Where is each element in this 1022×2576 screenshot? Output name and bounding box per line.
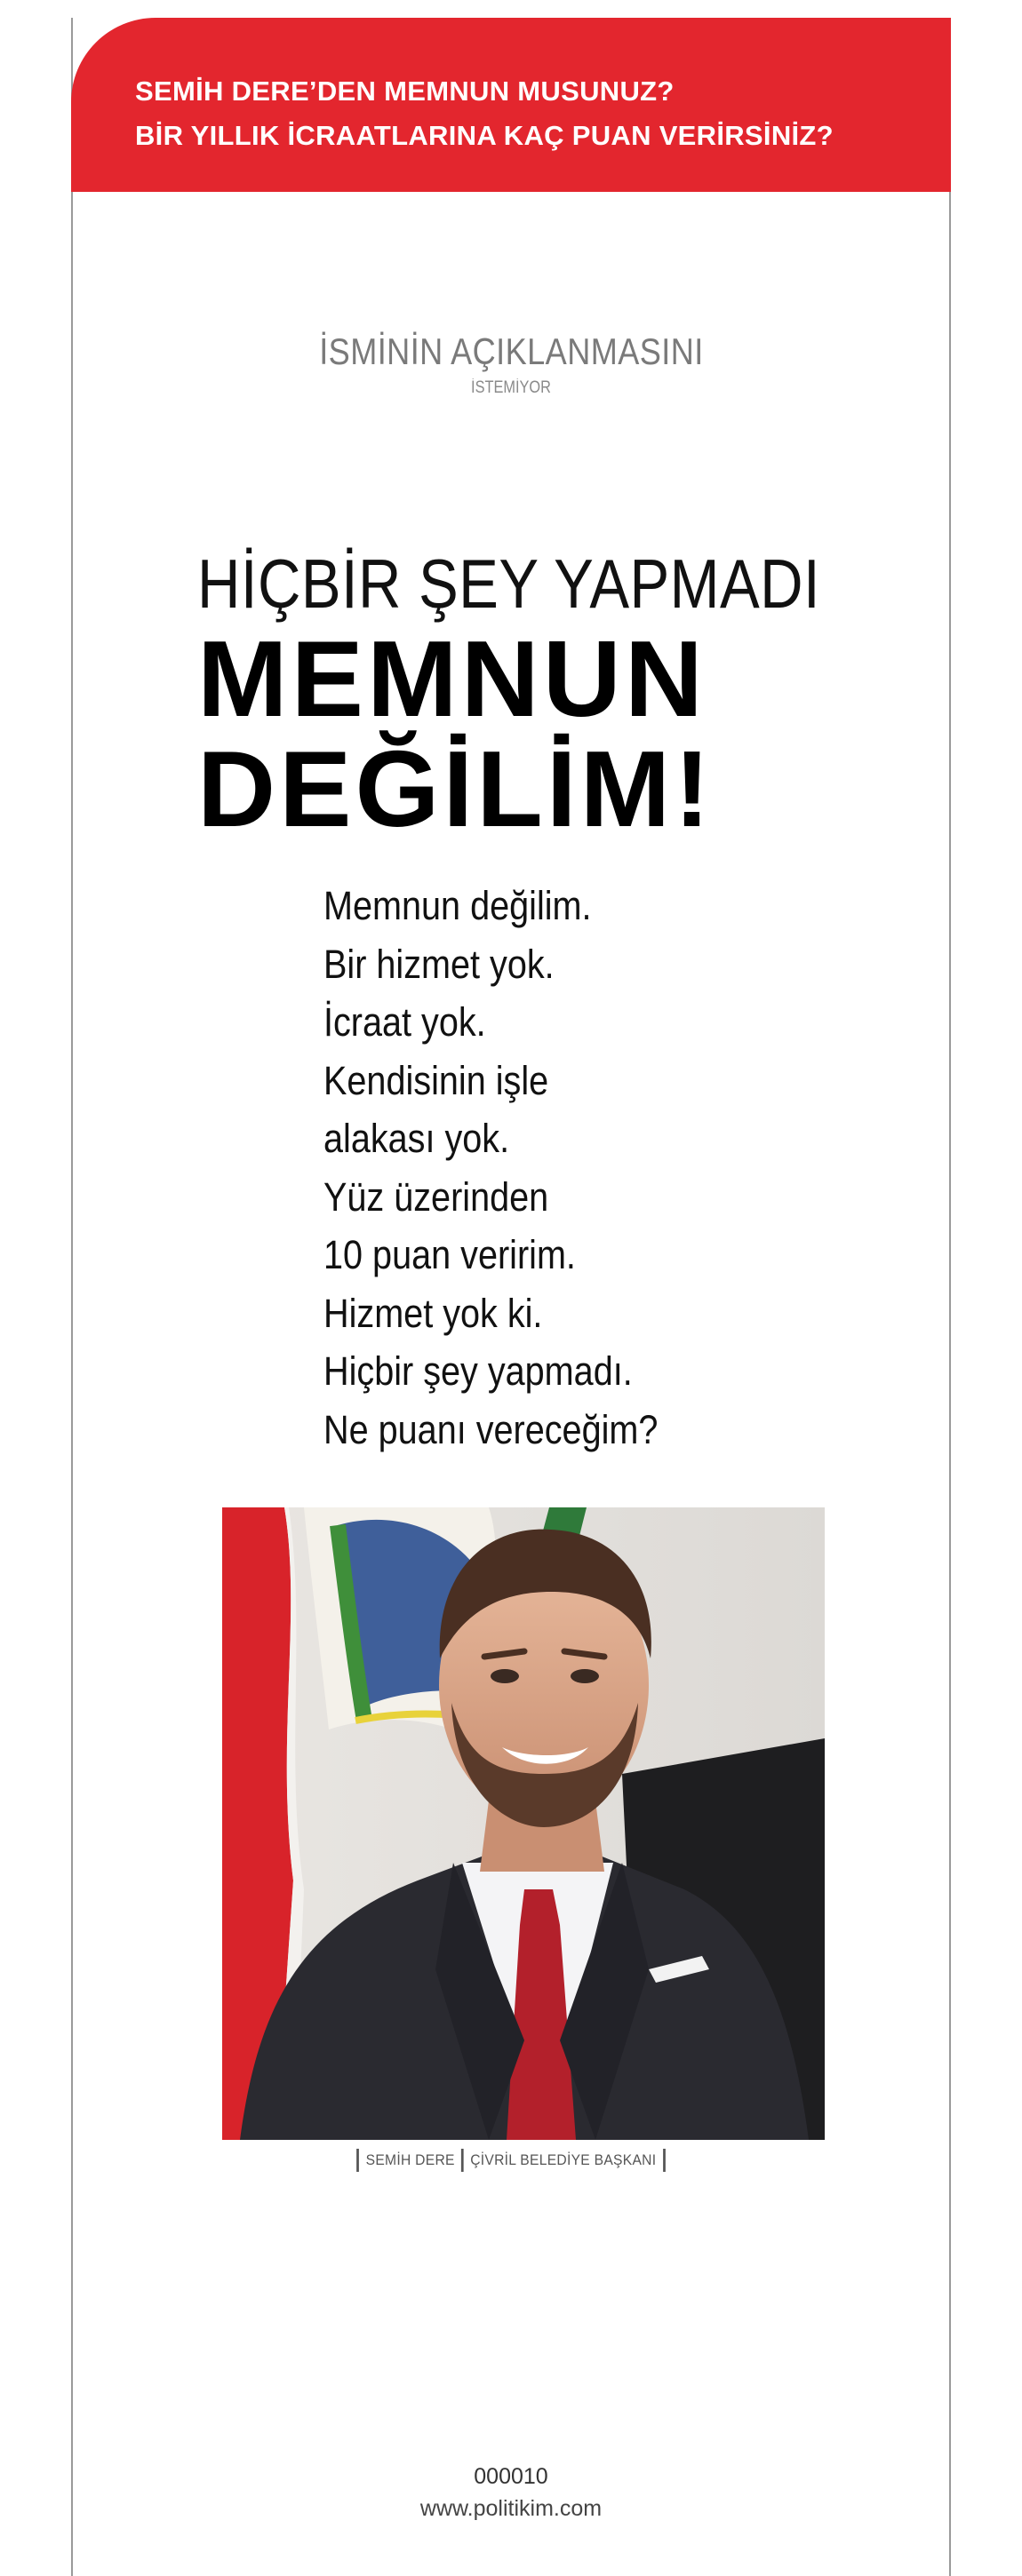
quote-line: Memnun değilim. bbox=[323, 883, 592, 928]
quote-line: Bir hizmet yok. bbox=[323, 941, 555, 987]
headline-main bbox=[197, 618, 714, 849]
header-question-1: SEMİH DERE’DEN MEMNUN MUSUNUZ? bbox=[135, 76, 675, 107]
header-question-2: BİR YILLIK İCRAATLARINA KAÇ PUAN VERİRSİNİZ? bbox=[135, 120, 834, 151]
footer bbox=[0, 2461, 1022, 2524]
quote-line: İcraat yok. bbox=[323, 999, 486, 1045]
portrait-illustration bbox=[222, 1507, 825, 2140]
headline-line-3: DEĞİLİM! bbox=[197, 728, 714, 849]
headline-line-1: HİÇBİR ŞEY YAPMADI bbox=[197, 545, 821, 623]
quote-text bbox=[323, 877, 857, 1459]
portrait-photo bbox=[222, 1507, 825, 2140]
source-block bbox=[0, 330, 1022, 398]
quote-line: 10 puan veririm. bbox=[323, 1232, 576, 1277]
caption-title: ÇİVRİL BELEDİYE BAŞKANI bbox=[470, 2151, 657, 2168]
photo-caption bbox=[41, 2149, 981, 2172]
quote-line: Kendisinin işle bbox=[323, 1057, 549, 1103]
quote-line: Hiçbir şey yapmadı. bbox=[323, 1348, 633, 1394]
source-name: İSMİNİN AÇIKLANMASINI bbox=[318, 330, 704, 372]
headline-line-2: MEMNUN bbox=[197, 618, 707, 739]
quote-line: Hizmet yok ki. bbox=[323, 1290, 543, 1336]
quote-line: alakası yok. bbox=[323, 1116, 510, 1161]
source-subtitle: İSTEMİYOR bbox=[471, 378, 551, 397]
quote-line: Ne puanı vereceğim? bbox=[323, 1406, 659, 1452]
header-banner bbox=[71, 18, 951, 192]
caption-name: SEMİH DERE bbox=[365, 2151, 455, 2168]
footer-code: 000010 bbox=[474, 2464, 548, 2489]
footer-url[interactable]: www.politikim.com bbox=[419, 2496, 603, 2521]
quote-line: Yüz üzerinden bbox=[323, 1173, 549, 1220]
